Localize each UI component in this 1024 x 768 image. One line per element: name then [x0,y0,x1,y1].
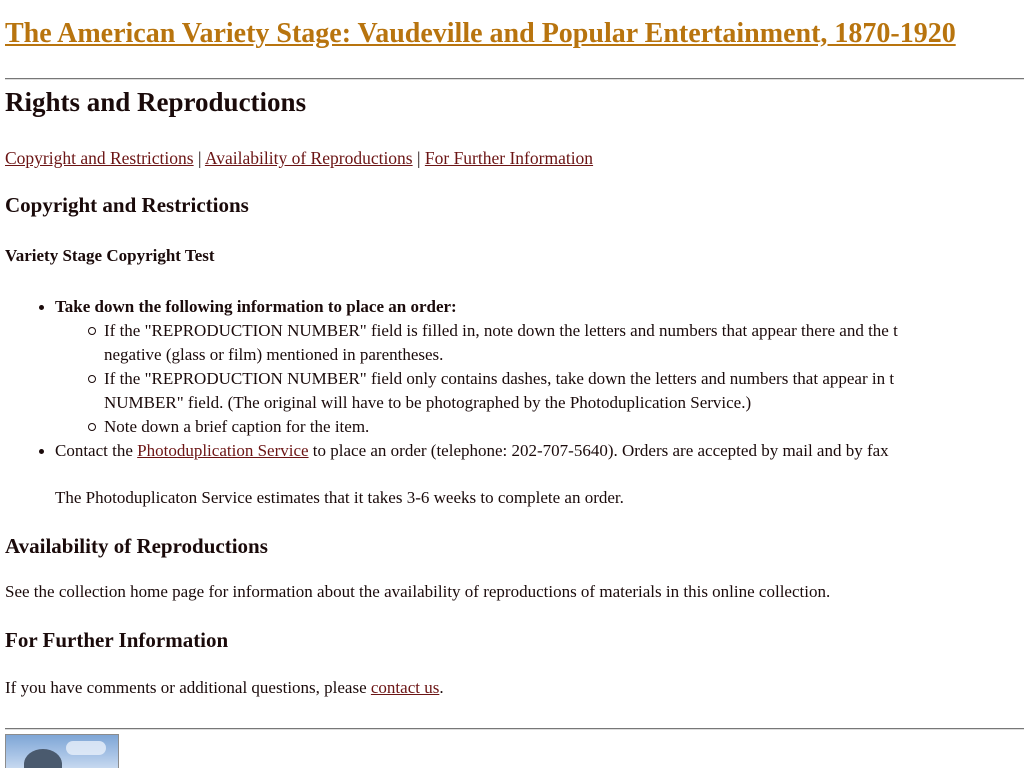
top-divider [5,78,1024,80]
substep-line: Note down a brief caption for the item. [104,417,370,436]
page-title: Rights and Reproductions [5,87,307,117]
nav-separator: | [197,148,202,168]
contact-suffix: to place an order (telephone: 202-707-5640). Orders are accepted by mail and by fax [308,441,889,460]
list-item [104,415,1024,439]
contact-line [55,441,889,460]
estimate-text: The Photoduplicaton Service estimates that it takes 3-6 weeks to complete an order. [55,488,624,507]
order-steps-list [5,295,1024,510]
list-item [55,439,1024,510]
list-item [55,295,1024,439]
availability-text: See the collection home page for information about the availability of reproductions of materials in this online collection. [5,582,831,601]
substep-line: NUMBER" field. (The original will have to be photographed by the Photoduplication Service.) [104,393,752,412]
substep-line: negative (glass or film) mentioned in parentheses. [104,345,444,364]
order-intro: Take down the following information to place an order: [55,297,457,316]
nav-separator: | [417,148,421,168]
nav-link-further-info[interactable]: For Further Information [424,148,594,168]
photoduplication-service-link[interactable]: Photoduplication Service [137,441,309,460]
nav-link-copyright[interactable]: Copyright and Restrictions [5,148,194,168]
nav-link-availability[interactable]: Availability of Reproductions [204,148,413,168]
contact-us-link[interactable]: contact us [370,678,440,697]
further-info-text [5,676,444,700]
site-title-link[interactable]: The American Variety Stage: Vaudeville and Popular Entertainment, 1870-1920 [5,18,956,49]
further-info-heading: For Further Information [5,628,229,652]
list-item [104,319,1024,367]
dome-shape [24,749,62,768]
contact-prefix: Contact the [55,441,138,460]
substep-line: If the "REPRODUCTION NUMBER" field is filled in, note down the letters and numbers that appear there and the t [104,321,898,340]
copyright-subheading: Variety Stage Copyright Test [5,246,215,265]
section-nav [5,146,593,170]
list-item [104,367,1024,415]
further-suffix: . [439,678,444,697]
order-substeps-list [55,319,1024,439]
substep-line: If the "REPRODUCTION NUMBER" field only contains dashes, take down the letters and numbers that appear in t [104,369,895,388]
copyright-heading: Copyright and Restrictions [5,193,249,217]
bottom-divider [5,728,1024,730]
library-logo-image[interactable] [5,734,119,768]
further-prefix: If you have comments or additional questions, please [5,678,371,697]
availability-heading: Availability of Reproductions [5,534,268,558]
cloud-shape [66,741,106,755]
